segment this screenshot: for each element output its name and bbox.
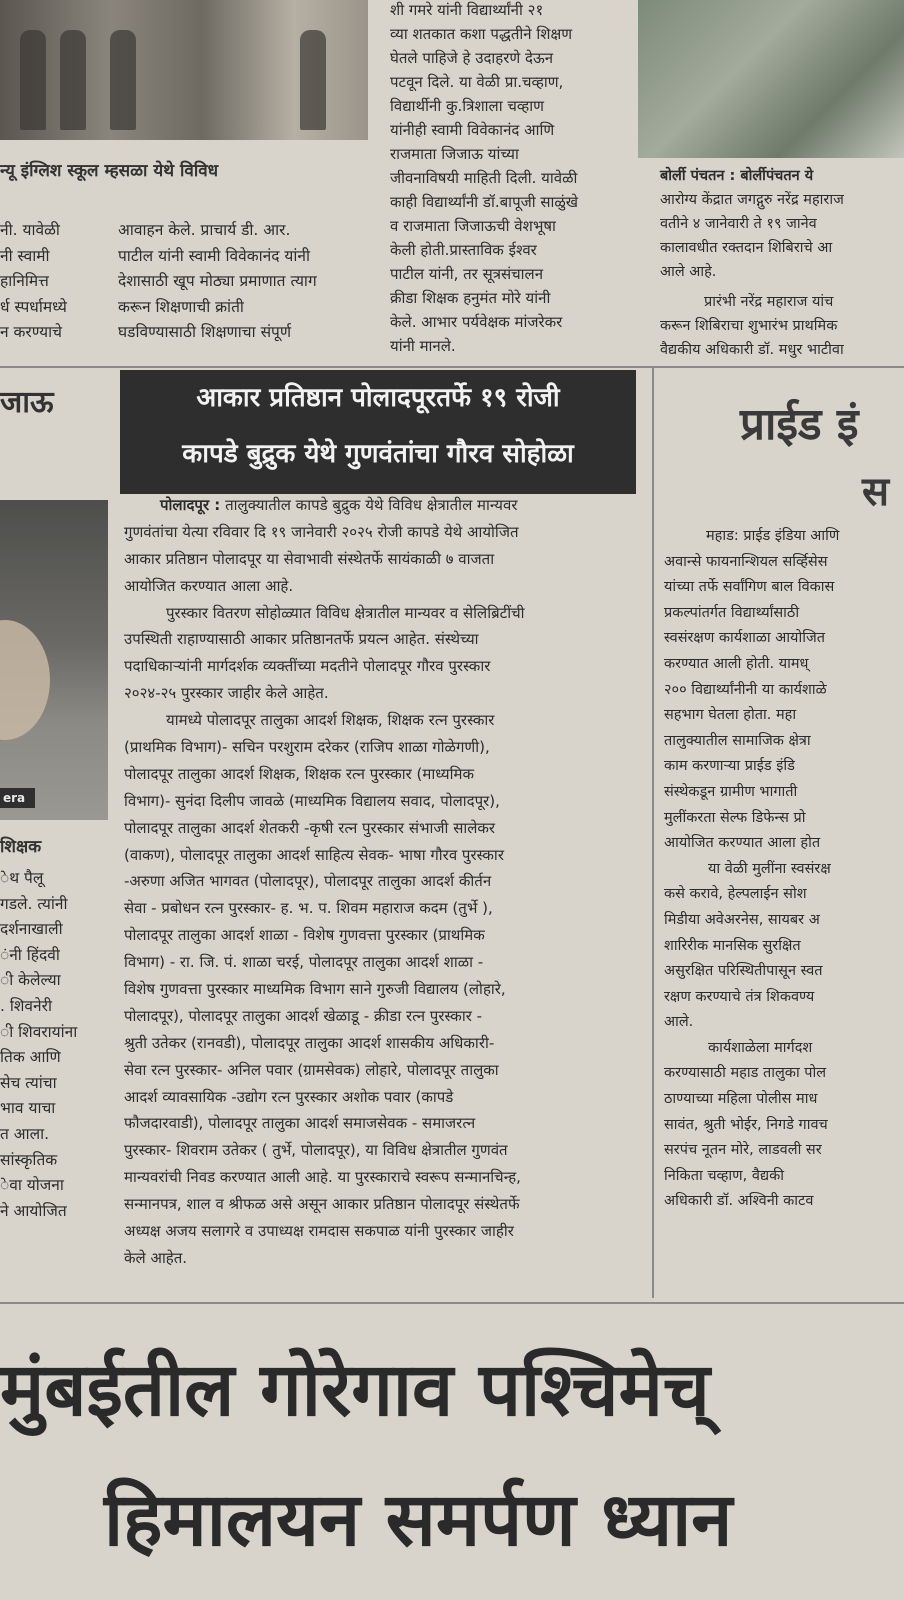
text-line: आले आहे.	[660, 264, 717, 280]
text-line: त आला.	[0, 1124, 50, 1143]
text-line: करण्यात आली होती. यामध्	[664, 655, 809, 672]
text-line: स्वसंरक्षण कार्यशाळा आयोजित	[664, 630, 825, 647]
text-line: २०२४-२५ पुरस्कार जाहीर केले आहेत.	[124, 684, 329, 703]
text-line: (प्राथमिक विभाग)- सचिन परशुराम दरेकर (राजिप शाळा गोळेगणी),	[124, 738, 490, 757]
text-line: असुरक्षित परिस्थितीपासून स्वत	[664, 963, 823, 980]
photo-face	[0, 620, 50, 740]
top-left-col2	[118, 218, 317, 346]
text-line: करण्यासाठी महाड तालुका पोल	[664, 1065, 827, 1082]
left-strip-heading: जाऊ	[0, 385, 54, 420]
text-line: सेच त्यांचा	[0, 1073, 57, 1092]
text-line: विभाग) - रा. जि. पं. शाळा चरई, पोलादपूर तालुका आदर्श शाळा -	[124, 953, 484, 972]
text-line: तिक आणि	[0, 1048, 61, 1067]
text-line: नी. यावेळी	[0, 221, 60, 239]
text-line: आले.	[664, 1014, 694, 1031]
text-line: सहभाग घेतला होता. महा	[664, 707, 797, 724]
text-line: २०० विद्यार्थ्यांनीनी या कार्यशाळे	[664, 681, 827, 698]
text-line: पुरस्कार- शिवराम उतेकर ( तुर्भे, पोलादपूर), या विविध क्षेत्रातील गुणवंत	[124, 1141, 508, 1160]
right-headline-line2: स	[862, 469, 890, 515]
text-line: कालावधीत रक्तदान शिबिराचे आ	[660, 240, 833, 256]
text-line: आयोजित करण्यात आला होत	[664, 835, 821, 852]
text-line: प्रकल्पांतर्गत विद्यार्थ्यांसाठी	[664, 604, 800, 621]
text-line: प्रारंभी नरेंद्र महाराज यांच	[704, 294, 834, 310]
text-line: आकार प्रतिष्ठान पोलादपूर या सेवाभावी संस्थेतर्फे सायंकाळी ७ वाजता	[124, 549, 495, 568]
text-line: वैद्यकीय अधिकारी डॉ. मधुर भाटीवा	[660, 342, 844, 358]
text-line: क्रीडा शिक्षक हनुमंत मोरे यांनी	[390, 289, 551, 307]
text-line: पदाधिकाऱ्यांनी मार्गदर्शक व्यक्तींच्या मदतीने पोलादपूर गौरव पुरस्कार	[124, 657, 491, 676]
photo-figure	[300, 30, 326, 130]
text-line: अध्यक्ष अजय सलागरे व उपाध्यक्ष रामदास सकपाळ यांनी पुरस्कार जाहीर	[124, 1222, 514, 1241]
text-line: फौजदारवाडी), पोलादपूर तालुका आदर्श समाजसेवक - समाजरत्न	[124, 1114, 476, 1133]
text-line: पोलादपूर तालुका आदर्श शिक्षक, शिक्षक रत्न पुरस्कार (माध्यमिक	[124, 764, 474, 783]
text-line: अधिकारी डॉ. अश्विनी काटव	[664, 1193, 814, 1210]
text-line: यांनी मानले.	[390, 337, 456, 355]
text-line: संस्थेकडून ग्रामीण भागाती	[664, 783, 798, 800]
text-line: या वेळी मुलींना स्वसंरक्ष	[708, 860, 831, 877]
photo-left-portrait	[0, 500, 108, 820]
text-line: करून शिबिराचा शुभारंभ प्राथमिक	[660, 318, 838, 334]
bottom-headline-line2: हिमालयन समर्पण ध्यान	[104, 1477, 733, 1563]
text-line: -अरुणा अजित भागवत (पोलादपूर), पोलादपूर तालुका आदर्श कीर्तन	[124, 872, 492, 891]
section-divider	[0, 366, 904, 368]
text-line: सन्मानपत्र, शाल व श्रीफळ असे असून आकार प्रतिष्ठान पोलादपूर संस्थेतर्फे	[124, 1195, 520, 1214]
right-article-body	[664, 524, 839, 1215]
text-line: करून शिक्षणाची क्रांती	[118, 297, 244, 316]
text-line: राजमाता जिजाऊ यांच्या	[390, 145, 519, 163]
text-line: सेवा रत्न पुरस्कार- अनिल पवार (ग्रामसेवक) लोहारे, पोलादपूर तालुका	[124, 1060, 499, 1079]
text-line: पाटील यांनी, तर सूत्रसंचालन	[390, 265, 544, 283]
text-line: ी केलेल्या	[0, 971, 61, 990]
text-line: विद्यार्थीनी कु.त्रिशाला चव्हाण	[390, 97, 544, 115]
left-strip-column	[0, 866, 77, 1224]
text-line: तालुक्यातील सामाजिक क्षेत्रा	[664, 732, 811, 749]
text-line: ने आयोजित	[0, 1201, 67, 1220]
text-line: विशेष गुणवत्ता पुरस्कार माध्यमिक विभाग साने गुरुजी विद्यालय (लोहारे,	[124, 980, 506, 999]
text-line: देशासाठी खूप मोठ्या प्रमाणात त्याग	[118, 272, 317, 291]
text-line: कार्यशाळेला मार्गदश	[708, 1039, 813, 1056]
text-line: मान्यवरांची निवड करण्यात आली आहे. या पुरस्काराचे स्वरूप सन्मानचिन्ह,	[124, 1168, 521, 1187]
text-line: ंनी हिंदवी	[0, 945, 60, 964]
text-line: घडविण्यासाठी शिक्षणाचा संपूर्ण	[118, 323, 292, 342]
text-line: पोलादपूर तालुका आदर्श शाळा - विशेष गुणवत्ता पुरस्कार (प्राथमिक	[124, 926, 485, 945]
section-divider	[0, 1302, 904, 1304]
top-left-caption: न्यू इंग्लिश स्कूल म्हसळा येथे विविध	[0, 161, 219, 181]
photo-top-right	[638, 0, 904, 158]
headline-line: कापडे बुद्रुक येथे गुणवंतांचा गौरव सोहोळा	[182, 439, 574, 469]
text-line: पाटील यांनी स्वामी विवेकानंद यांनी	[118, 246, 311, 265]
dateline: पोलादपूर :	[160, 496, 221, 514]
text-line: व राजमाता जिजाऊची वेशभूषा	[390, 217, 556, 235]
text-line: आवाहन केले. प्राचार्य डी. आर.	[118, 221, 291, 239]
main-headline	[120, 370, 636, 494]
text-line: यांच्या तर्फे सर्वांगिण बाल विकास	[664, 579, 835, 596]
text-line: मिडीया अवेअरनेस, सायबर अ	[664, 911, 820, 928]
left-strip-subheading: शिक्षक	[0, 837, 42, 857]
text-line: सरपंच नूतन मोरे, लाडवली सर	[664, 1142, 822, 1159]
photo-figure	[20, 30, 46, 130]
photo-caption: era	[0, 788, 35, 808]
text-line: ठाण्याच्या महिला पोलीस माध	[664, 1091, 818, 1108]
text-line: पुरस्कार वितरण सोहोळ्यात विविध क्षेत्रातील मान्यवर व सेलिब्रिटींची	[166, 603, 525, 622]
text-line: आदर्श व्यावसायिक -उद्योग रत्न पुरस्कार अशोक पवार (कापडे	[124, 1087, 454, 1106]
text-line: केली होती.प्रास्ताविक ईश्वर	[390, 241, 537, 259]
top-mid-column	[390, 0, 578, 358]
top-right-column	[660, 164, 844, 362]
text-line: नी स्वामी	[0, 246, 50, 265]
text-line: (वाकण), पोलादपूर तालुका आदर्श साहित्य सेवक- भाषा गौरव पुरस्कार	[124, 845, 504, 864]
top-left-col1	[0, 218, 67, 346]
text-line: शी गमरे यांनी विद्यार्थ्यांनी २१	[390, 1, 544, 19]
text-line: आरोग्य केंद्रात जगद्गुरु नरेंद्र महाराज	[660, 192, 844, 208]
text-line: हानिमित्त	[0, 272, 49, 291]
column-divider	[652, 368, 654, 1298]
photo-figure	[60, 30, 86, 130]
text-line: र्ध स्पर्धामध्ये	[0, 297, 67, 316]
text-line: वतीने ४ जानेवारी ते १९ जानेव	[660, 216, 817, 232]
text-line: सांस्कृतिक	[0, 1150, 58, 1169]
bottom-headline-line1: मुंबईतील गोरेगाव पश्चिमेच्	[0, 1347, 710, 1433]
text-line: तालुक्यातील कापडे बुद्रुक येथे विविध क्षेत्रातील मान्यवर	[225, 496, 518, 514]
photo-figure	[110, 30, 136, 130]
photo-top-left	[0, 0, 368, 140]
text-line: गुणवंतांचा येत्या रविवार दि १९ जानेवारी २०२५ रोजी कापडे येथे आयोजित	[124, 522, 519, 541]
text-line: रक्षण करण्याचे तंत्र शिकवण्य	[664, 988, 815, 1005]
text-line: मुलींकरता सेल्फ डिफेन्स प्रो	[664, 809, 806, 826]
text-line: बोर्ली पंचतन : बोर्लीपंचतन ये	[660, 168, 814, 184]
text-line: काही विद्यार्थ्यांनी डॉ.बापूजी साळुंखे	[390, 193, 579, 211]
text-line: ी शिवरायांना	[0, 1022, 78, 1041]
text-line: यांनीही स्वामी विवेकानंद आणि	[390, 121, 555, 139]
text-line: ेवा योजना	[0, 1176, 64, 1195]
text-line: शारिरीक मानसिक सुरक्षित	[664, 937, 801, 954]
text-line: केले आहेत.	[124, 1248, 188, 1267]
text-line: जीवनाविषयी माहिती दिली. यावेळी	[390, 169, 578, 187]
text-line: दर्शनाखाली	[0, 920, 63, 939]
text-line: केले. आभार पर्यवेक्षक मांजरेकर	[390, 313, 563, 331]
text-line: न करण्याचे	[0, 323, 62, 342]
text-line: निकिता चव्हाण, वैद्यकी	[664, 1167, 784, 1184]
headline-line: आकार प्रतिष्ठान पोलादपूरतर्फे १९ रोजी	[196, 383, 560, 413]
text-line: व्या शतकात कशा पद्धतीने शिक्षण	[390, 25, 573, 43]
text-line: ेथ पैलू	[0, 869, 44, 887]
text-line: उपस्थिती राहाण्यासाठी आकार प्रतिष्ठानतर्फे प्रयत्न आहेत. संस्थेच्या	[124, 630, 479, 649]
text-line: पोलादपूर तालुका आदर्श शेतकरी -कृषी रत्न पुरस्कार संभाजी सालेकर	[124, 818, 496, 837]
text-line: कसे करावे, हेल्पलाईन सोश	[664, 886, 807, 903]
text-line: गडले. त्यांनी	[0, 894, 68, 913]
text-line: . शिवनेरी	[0, 996, 52, 1015]
text-line: पटवून दिले. या वेळी प्रा.चव्हाण,	[390, 73, 564, 91]
text-line: सावंत, श्रुती भोईर, निगडे गावच	[664, 1116, 828, 1133]
text-line: यामध्ये पोलादपूर तालुका आदर्श शिक्षक, शिक्षक रत्न पुरस्कार	[166, 711, 495, 730]
right-headline-line1: प्राईड इं	[740, 399, 859, 450]
text-line: श्रुती उतेकर (रानवडी), पोलादपूर तालुका आदर्श शासकीय अधिकारी-	[124, 1033, 495, 1052]
text-line: अवान्से फायनान्शियल सर्व्हिसेस	[664, 553, 828, 570]
text-line: पोलादपूर), पोलादपूर तालुका आदर्श खेळाडू - क्रीडा रत्न पुरस्कार -	[124, 1006, 483, 1025]
main-article-body	[124, 492, 525, 1272]
text-line: विभाग)- सुनंदा दिलीप जावळे (माध्यमिक विद्यालय सवाद, पोलादपूर),	[124, 791, 500, 810]
text-line: आयोजित करण्यात आला आहे.	[124, 576, 294, 595]
text-line: घेतले पाहिजे हे उदाहरणे देऊन	[390, 49, 554, 67]
text-line: भाव याचा	[0, 1099, 56, 1118]
text-line: सेवा - प्रबोधन रत्न पुरस्कार- ह. भ. प. शिवम महाराज कदम (तुर्भे ),	[124, 899, 493, 918]
text-line: काम करणाऱ्या प्राईड इंडि	[664, 758, 795, 775]
text-line: महाड: प्राईड इंडिया आणि	[706, 528, 840, 544]
